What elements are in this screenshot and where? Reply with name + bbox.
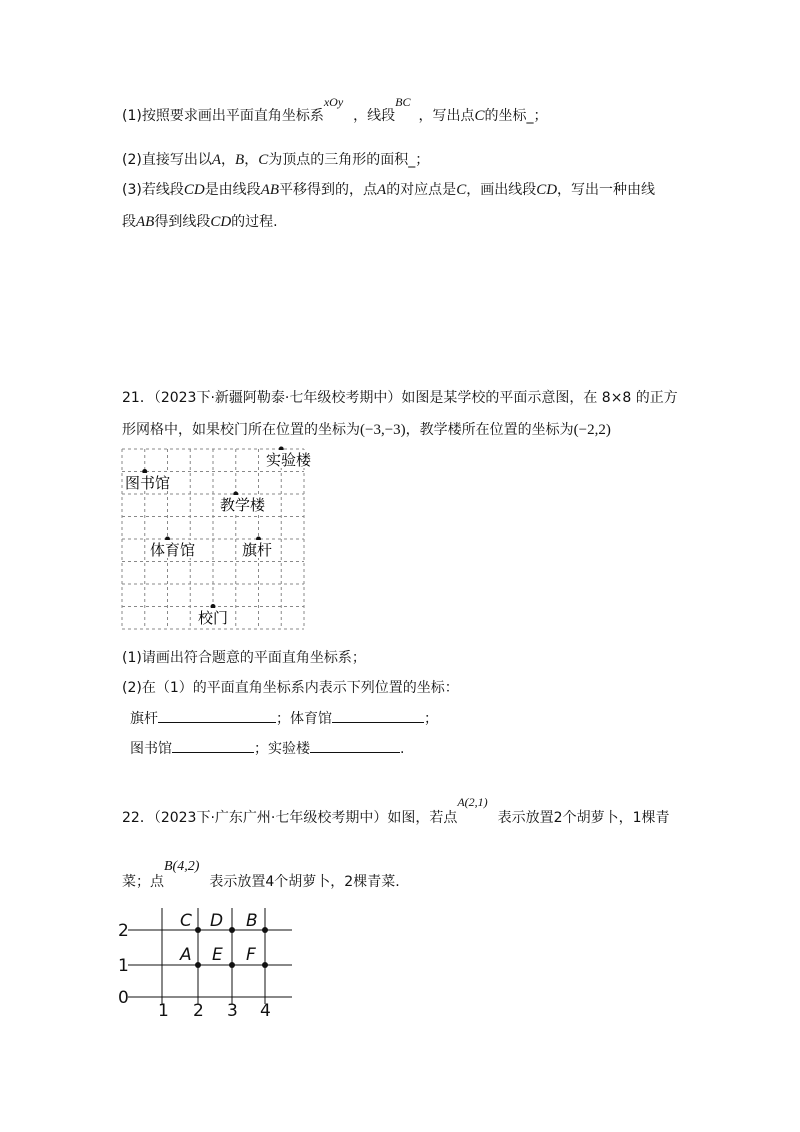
q20-part3-line2: 段AB得到线段CD的过程. bbox=[122, 214, 278, 230]
x-tick-4: 4 bbox=[260, 1001, 271, 1020]
q22-header: 22．（2023下·广东广州·七年级校考期中）如图，若点A(2,1)表示放置2个胡萝卜，1棵青 bbox=[122, 795, 670, 826]
flagpole-label: 旗杆 bbox=[242, 541, 273, 559]
q20-bc: BC bbox=[395, 95, 411, 109]
point-f bbox=[262, 962, 268, 968]
gym-label: 体育馆 bbox=[150, 541, 196, 559]
q21-sub1: (1)请画出符合题意的平面直角坐标系； bbox=[122, 650, 366, 666]
q20-part2: (2)直接写出以A，B，C为顶点的三角形的面积_； bbox=[122, 152, 430, 168]
q20-part3-line1: (3)若线段CD是由线段AB平移得到的，点A的对应点是C，画出线段CD，写出一种由线 bbox=[122, 182, 656, 198]
q21-header: 21．（2023下·新疆阿勒泰·七年级校考期中）如图是某学校的平面示意图，在 8×8 的正方 bbox=[122, 390, 678, 406]
label-f: F bbox=[246, 945, 256, 965]
point-a bbox=[195, 962, 201, 968]
school-map bbox=[118, 444, 314, 634]
library-label: 图书馆 bbox=[125, 474, 171, 492]
label-a: A bbox=[180, 945, 192, 965]
q20-part1: (1)按照要求画出平面直角坐标系xOy，线段BC，写出点C的坐标_； bbox=[122, 95, 548, 124]
x-tick-3: 3 bbox=[227, 1001, 238, 1020]
point-b bbox=[262, 927, 268, 933]
y-tick-0: 0 bbox=[118, 988, 129, 1008]
lab-answer-blank[interactable] bbox=[310, 738, 400, 753]
q21-sub2: (2)在（1）的平面直角坐标系内表示下列位置的坐标： bbox=[122, 680, 459, 696]
flagpole-answer-blank[interactable] bbox=[158, 708, 276, 723]
y-tick-1: 1 bbox=[118, 956, 129, 976]
point-e bbox=[229, 962, 235, 968]
label-c: C bbox=[180, 911, 192, 931]
q21-header-line2: 形网格中，如果校门所在位置的坐标为(−3,−3)，教学楼所在位置的坐标为(−2,2) bbox=[122, 422, 611, 438]
gym-answer-blank[interactable] bbox=[332, 708, 424, 723]
teaching-building-label: 教学楼 bbox=[220, 496, 266, 514]
point-d bbox=[229, 927, 235, 933]
label-e: E bbox=[212, 945, 223, 965]
x-tick-1: 1 bbox=[158, 1001, 169, 1020]
x-tick-2: 2 bbox=[193, 1001, 204, 1020]
point-b-notation: B(4,2) bbox=[164, 859, 200, 874]
point-a-notation: A(2,1) bbox=[457, 795, 488, 809]
q21-fill-row2: 图书馆 ；实验楼 . bbox=[130, 738, 404, 759]
vegetable-grid bbox=[110, 904, 300, 1020]
q21-fill-row1: 旗杆 ；体育馆 ； bbox=[130, 708, 438, 729]
q20-xoy: xOy bbox=[323, 95, 344, 109]
y-tick-2: 2 bbox=[118, 921, 129, 941]
q22-header-line2: 菜；点B(4,2)表示放置4个胡萝卜，2棵青菜. bbox=[122, 859, 400, 890]
library-answer-blank[interactable] bbox=[172, 738, 254, 753]
lab-label: 实验楼 bbox=[266, 451, 312, 469]
teaching-building-coordinate: (−2,2) bbox=[573, 422, 611, 438]
gate-coordinate: (−3,−3) bbox=[360, 422, 406, 438]
label-d: D bbox=[210, 911, 224, 931]
label-b: B bbox=[246, 911, 258, 931]
point-c bbox=[195, 927, 201, 933]
gate-label: 校门 bbox=[198, 609, 229, 627]
